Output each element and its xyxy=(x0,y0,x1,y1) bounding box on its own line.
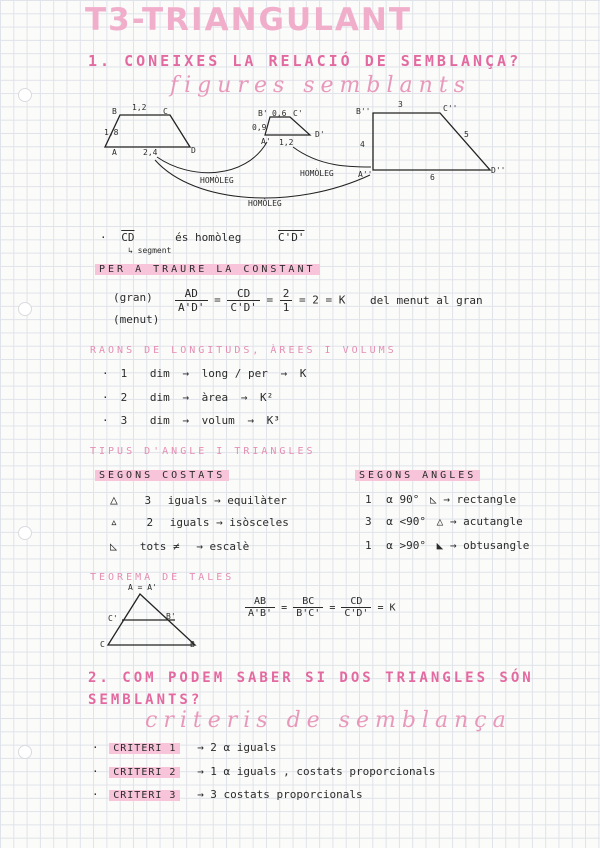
tales-formula: $\frac{AB}{A'B'}$ = $\frac{BC}{B'C'}$ = $\frac{CD}{C'D'}$ = K xyxy=(245,596,396,619)
medium-left-length: 1,8 xyxy=(104,128,119,137)
small-top-length: 0,6 xyxy=(272,109,287,118)
large-trapezoid xyxy=(373,113,490,170)
small-trapezoid xyxy=(265,117,310,135)
tales-heading: TEOREMA DE TALES xyxy=(90,572,235,583)
fraction-BC: $\frac{BC}{B'C'}$ xyxy=(293,596,323,619)
constant-formula: $\frac{AD}{A'D'}$ = $\frac{CD}{C'D'}$ = $\frac{2}{1}$ = 2 = K del menut al gran xyxy=(175,287,483,314)
section1-heading: 1. CONEIXES LA RELACIÓ DE SEMBLANÇA? xyxy=(88,52,522,70)
angles-row-acute: 3 α <90° △ → acutangle xyxy=(365,515,523,528)
section2-heading-line2: SEMBLANTS? xyxy=(88,692,203,708)
tales-label-C: C xyxy=(100,640,105,649)
ratio-row: · 2 dim → àrea → K² xyxy=(102,391,274,404)
criterion-label: CRITERI 2 xyxy=(109,767,180,778)
label-B-double: B'' xyxy=(356,107,371,116)
small-left-length: 0,9 xyxy=(252,123,267,132)
homoleg-label: HOMÒLEG xyxy=(300,169,334,178)
criterion-row: · CRITERI 3 → 3 costats proporcionals xyxy=(92,788,363,801)
sides-row-isosceles: ▵ 2 iguals → isòsceles xyxy=(110,515,289,530)
punch-hole xyxy=(18,526,32,540)
fraction-AD: $\frac{AD}{A'D'}$ xyxy=(175,287,208,314)
homoleg-label: HOMÒLEG xyxy=(248,199,282,208)
small-bottom-length: 1,2 xyxy=(279,138,294,147)
ratio-row: · 1 dim → long / per → K xyxy=(102,367,307,380)
criterion-label: CRITERI 3 xyxy=(109,790,180,801)
label-B: B xyxy=(112,107,117,116)
fraction-2-1: $\frac{2}{1}$ xyxy=(280,287,293,314)
ratios-heading: RAONS DE LONGITUDS, ÀREES I VOLUMS xyxy=(90,345,397,356)
homologous-line: · $\overline{CD}$ és homòleg C'D' xyxy=(100,231,305,244)
medium-bottom-length: 2,4 xyxy=(143,148,158,157)
criterion-row: · CRITERI 1 → 2 α iguals xyxy=(92,741,277,754)
section2-heading-line1: 2. COM PODEM SABER SI DOS TRIANGLES SÓN xyxy=(88,670,534,686)
ratio-row: · 3 dim → volum → K³ xyxy=(102,414,280,427)
tales-label-Cprime: C' xyxy=(108,614,118,623)
label-C-prime: C' xyxy=(293,109,303,118)
right-triangle-icon: ◺ xyxy=(430,493,437,506)
acute-triangle-icon: △ xyxy=(436,515,444,528)
sides-row-equilateral: △ 3 iguals → equilàter xyxy=(110,493,287,508)
similar-figures-diagram xyxy=(95,95,515,215)
menut-label: (menut) xyxy=(113,313,160,326)
label-A-double: A'' xyxy=(358,170,373,179)
homoleg-arrow xyxy=(293,147,371,167)
scalene-triangle-icon: ◺ xyxy=(110,539,118,553)
punch-hole xyxy=(18,88,32,102)
large-left-length: 4 xyxy=(360,140,365,149)
tales-label-top: A = A' xyxy=(128,583,157,592)
segment-CD: $\overline{CD}$ xyxy=(121,231,135,244)
large-top-length: 3 xyxy=(398,100,403,109)
page-title: T3-TRIANGULANT xyxy=(85,2,412,38)
homoleg-arrow xyxy=(155,160,373,198)
angles-row-rectangle: 1 α 90° ◺ → rectangle xyxy=(365,493,517,506)
obtuse-triangle-icon: ◣ xyxy=(436,539,444,552)
label-D-double: D'' xyxy=(491,166,506,175)
section1-subtitle: figures semblants xyxy=(170,73,471,98)
sides-row-scalene: ◺ tots ≠ → escalè xyxy=(110,539,250,553)
criterion-label: CRITERI 1 xyxy=(109,743,180,754)
isosceles-triangle-icon: ▵ xyxy=(110,515,118,530)
label-C-double: C'' xyxy=(443,104,458,113)
section2-subtitle: criteris de semblança xyxy=(145,708,512,733)
label-B-prime: B' xyxy=(258,109,268,118)
criterion-row: · CRITERI 2 → 1 α iguals , costats proporcionals xyxy=(92,765,436,778)
label-A-prime: A' xyxy=(261,137,271,146)
sides-heading: SEGONS COSTATS xyxy=(95,470,229,481)
label-D: D xyxy=(191,146,196,155)
fraction-CD: $\frac{CD}{C'D'}$ xyxy=(341,596,371,619)
tales-label-Bprime: B' xyxy=(166,612,176,621)
angles-heading: SEGONS ANGLES xyxy=(355,470,480,481)
angles-row-obtuse: 1 α >90° ◣ → obtusangle xyxy=(365,539,530,552)
large-bottom-length: 6 xyxy=(430,173,435,182)
segment-CpDp: C'D' xyxy=(277,231,305,244)
homologous-word: és homòleg xyxy=(175,231,242,244)
punch-hole xyxy=(18,302,32,316)
medium-top-length: 1,2 xyxy=(132,103,147,112)
constant-heading: PER A TRAURE LA CONSTANT xyxy=(95,264,320,275)
label-A: A xyxy=(112,148,117,157)
tales-label-B: B xyxy=(190,640,195,649)
fraction-CD: $\frac{CD}{C'D'}$ xyxy=(227,287,260,314)
types-heading: TIPUS D'ANGLE I TRIANGLES xyxy=(90,446,316,457)
equilateral-triangle-icon: △ xyxy=(110,493,118,508)
punch-hole xyxy=(18,745,32,759)
label-C: C xyxy=(163,107,168,116)
large-right-length: 5 xyxy=(464,130,469,139)
label-D-prime: D' xyxy=(315,130,325,139)
fraction-AB: $\frac{AB}{A'B'}$ xyxy=(245,596,275,619)
gran-label: (gran) xyxy=(113,291,153,304)
homoleg-label: HOMÒLEG xyxy=(200,176,234,185)
segment-note: ↳ segment xyxy=(128,246,172,255)
